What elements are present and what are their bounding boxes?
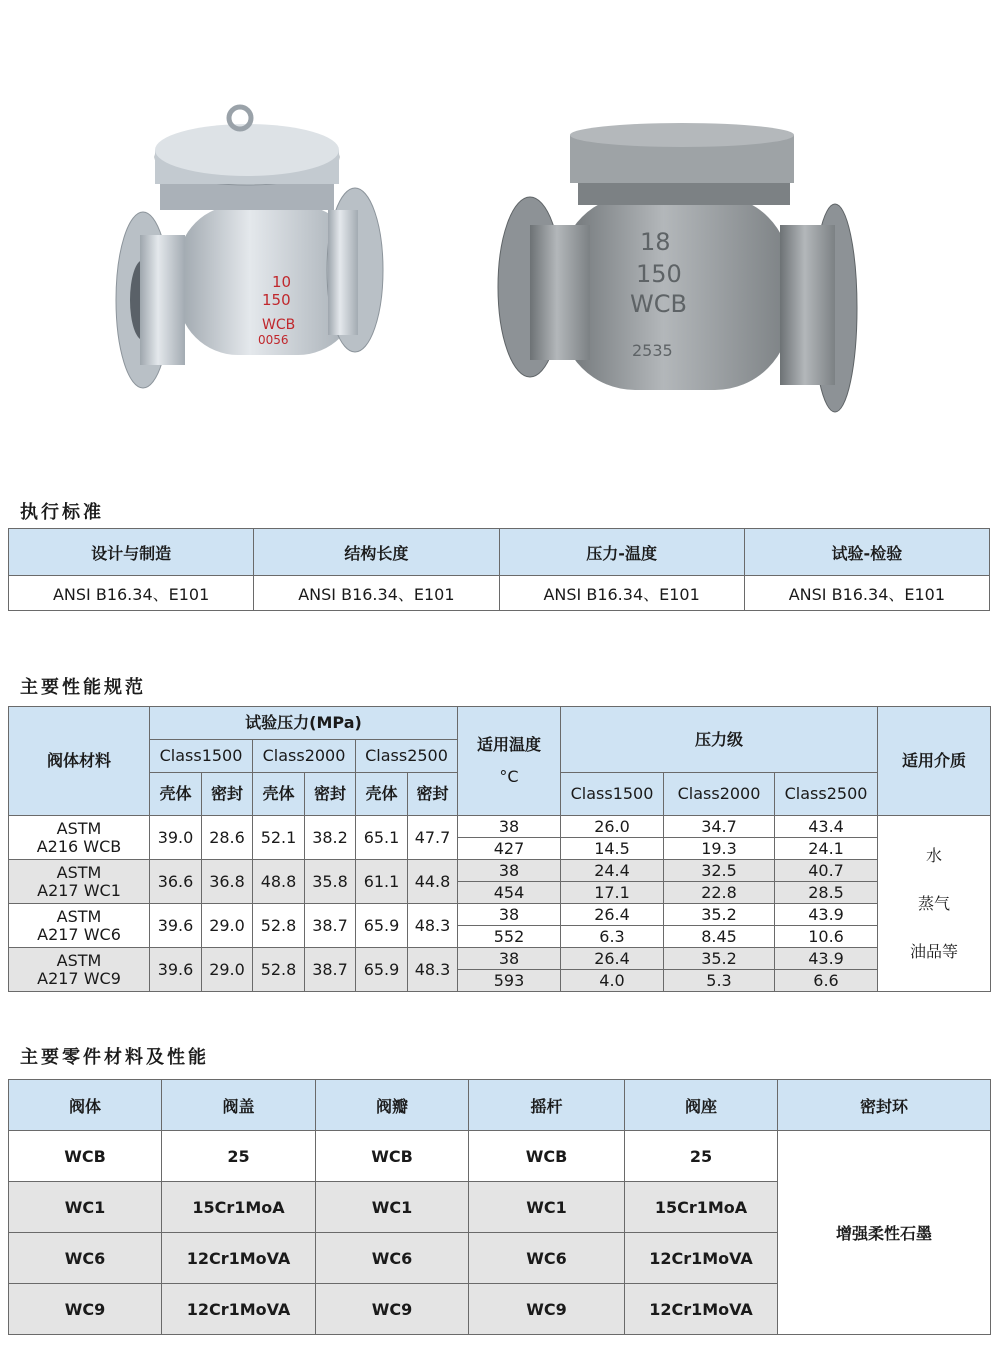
valve-left-mark: WCB xyxy=(262,317,296,333)
class-value: 43.4 xyxy=(775,816,878,838)
test-value: 48.3 xyxy=(408,948,458,992)
shell-label: 壳体 xyxy=(253,773,305,816)
valve-photo-left xyxy=(116,107,383,388)
medium-cell xyxy=(878,816,991,992)
table-cell: 12Cr1MoVA xyxy=(162,1233,316,1284)
header-cell: 密封环 xyxy=(778,1080,991,1131)
material-line: ASTM xyxy=(56,950,102,970)
test-value: 38.7 xyxy=(305,948,356,992)
material-cell xyxy=(9,816,150,860)
table-cell: WC9 xyxy=(9,1284,162,1335)
header-test-pressure: 试验压力(MPa) xyxy=(150,707,458,740)
class-value: 26.4 xyxy=(561,904,664,926)
shell-label: 壳体 xyxy=(356,773,408,816)
temp-value: 454 xyxy=(458,882,561,904)
temp-value: 427 xyxy=(458,838,561,860)
class-value: 14.5 xyxy=(561,838,664,860)
parts-table xyxy=(8,1079,991,1335)
class-label: Class1500 xyxy=(561,773,664,816)
material-line: A217 WC6 xyxy=(37,924,121,944)
table-cell: 15Cr1MoA xyxy=(162,1182,316,1233)
class-value: 26.0 xyxy=(561,816,664,838)
table-cell: 12Cr1MoVA xyxy=(625,1284,778,1335)
test-value: 52.8 xyxy=(253,948,305,992)
valve-right-mark: WCB xyxy=(630,290,687,318)
test-value: 36.6 xyxy=(150,860,202,904)
material-line: A217 WC1 xyxy=(37,880,121,900)
table-cell: ANSI B16.34、E101 xyxy=(9,576,254,611)
test-value: 61.1 xyxy=(356,860,408,904)
test-value: 48.8 xyxy=(253,860,305,904)
class-value: 17.1 xyxy=(561,882,664,904)
test-value: 52.1 xyxy=(253,816,305,860)
seal-label: 密封 xyxy=(408,773,458,816)
test-value: 36.8 xyxy=(202,860,253,904)
table-cell: WCB xyxy=(9,1131,162,1182)
performance-table xyxy=(8,706,991,992)
medium-item: 油品等 xyxy=(910,941,959,961)
header-cell: 阀瓣 xyxy=(316,1080,469,1131)
test-value: 65.9 xyxy=(356,948,408,992)
section-title-parts: 主要零件材料及性能 xyxy=(20,1047,209,1068)
seal-label: 密封 xyxy=(305,773,356,816)
valve-photos xyxy=(0,0,1000,440)
table-cell: WC6 xyxy=(469,1233,625,1284)
seal-ring-cell: 增强柔性石墨 xyxy=(778,1131,991,1335)
table-cell: WC9 xyxy=(469,1284,625,1335)
header-cell: 压力-温度 xyxy=(499,529,744,576)
valve-right-mark: 2535 xyxy=(632,341,673,360)
temp-value: 38 xyxy=(458,904,561,926)
table-cell: WC6 xyxy=(316,1233,469,1284)
material-line: A217 WC9 xyxy=(37,968,121,988)
class-value: 43.9 xyxy=(775,948,878,970)
class-value: 24.4 xyxy=(561,860,664,882)
class-value: 43.9 xyxy=(775,904,878,926)
header-pressure-class: 压力级 xyxy=(561,707,878,773)
valve-right-mark: 150 xyxy=(636,260,682,288)
header-cell: 阀盖 xyxy=(162,1080,316,1131)
temperature-label: 适用温度 xyxy=(476,735,541,754)
header-material: 阀体材料 xyxy=(9,707,150,816)
test-value: 39.0 xyxy=(150,816,202,860)
temp-value: 552 xyxy=(458,926,561,948)
temp-value: 38 xyxy=(458,816,561,838)
test-value: 28.6 xyxy=(202,816,253,860)
material-line: ASTM xyxy=(56,818,102,838)
class-value: 35.2 xyxy=(664,948,775,970)
temp-value: 38 xyxy=(458,948,561,970)
header-cell: 设计与制造 xyxy=(9,529,254,576)
header-medium: 适用介质 xyxy=(878,707,991,816)
class-value: 6.6 xyxy=(775,970,878,992)
table-header-row xyxy=(9,1080,991,1131)
test-value: 65.9 xyxy=(356,904,408,948)
class-value: 40.7 xyxy=(775,860,878,882)
test-value: 29.0 xyxy=(202,904,253,948)
test-value: 39.6 xyxy=(150,904,202,948)
test-value: 48.3 xyxy=(408,904,458,948)
table-cell: WC6 xyxy=(9,1233,162,1284)
header-cell: 阀座 xyxy=(625,1080,778,1131)
header-cell: 摇杆 xyxy=(469,1080,625,1131)
valve-photo-right xyxy=(498,123,857,412)
valve-right-mark: 18 xyxy=(640,228,671,256)
temperature-unit: °C xyxy=(499,767,519,786)
class-value: 24.1 xyxy=(775,838,878,860)
table-cell: WC1 xyxy=(469,1182,625,1233)
valve-left-mark: 0056 xyxy=(258,333,289,347)
class-value: 34.7 xyxy=(664,816,775,838)
class-label: Class2000 xyxy=(253,740,356,773)
table-cell: WC9 xyxy=(316,1284,469,1335)
class-value: 4.0 xyxy=(561,970,664,992)
table-cell: 25 xyxy=(162,1131,316,1182)
class-value: 28.5 xyxy=(775,882,878,904)
valve-left-mark: 150 xyxy=(262,291,291,309)
section-title-standards: 执行标准 xyxy=(20,502,104,523)
header-cell: 阀体 xyxy=(9,1080,162,1131)
material-cell xyxy=(9,904,150,948)
temp-value: 38 xyxy=(458,860,561,882)
table-cell: WC1 xyxy=(9,1182,162,1233)
table-cell: 12Cr1MoVA xyxy=(625,1233,778,1284)
table-cell: ANSI B16.34、E101 xyxy=(499,576,744,611)
test-value: 52.8 xyxy=(253,904,305,948)
test-value: 38.7 xyxy=(305,904,356,948)
temp-value: 593 xyxy=(458,970,561,992)
medium-item: 蒸气 xyxy=(918,893,951,913)
class-value: 8.45 xyxy=(664,926,775,948)
table-cell: WCB xyxy=(469,1131,625,1182)
class-value: 6.3 xyxy=(561,926,664,948)
table-cell: WCB xyxy=(316,1131,469,1182)
table-row xyxy=(9,576,990,611)
test-value: 65.1 xyxy=(356,816,408,860)
class-value: 19.3 xyxy=(664,838,775,860)
header-cell: 结构长度 xyxy=(254,529,499,576)
class-label: Class2500 xyxy=(775,773,878,816)
table-cell: 25 xyxy=(625,1131,778,1182)
shell-label: 壳体 xyxy=(150,773,202,816)
table-cell: ANSI B16.34、E101 xyxy=(744,576,989,611)
test-value: 29.0 xyxy=(202,948,253,992)
class-value: 35.2 xyxy=(664,904,775,926)
class-label: Class2500 xyxy=(356,740,458,773)
table-cell: ANSI B16.34、E101 xyxy=(254,576,499,611)
class-label: Class1500 xyxy=(150,740,253,773)
test-value: 35.8 xyxy=(305,860,356,904)
material-cell xyxy=(9,860,150,904)
table-header-row xyxy=(9,529,990,576)
class-value: 26.4 xyxy=(561,948,664,970)
header-cell: 试验-检验 xyxy=(744,529,989,576)
test-value: 39.6 xyxy=(150,948,202,992)
table-row xyxy=(9,948,991,970)
table-row xyxy=(9,1131,991,1182)
material-line: A216 WCB xyxy=(36,836,122,856)
table-cell: 12Cr1MoVA xyxy=(162,1284,316,1335)
test-value: 47.7 xyxy=(408,816,458,860)
class-value: 32.5 xyxy=(664,860,775,882)
standards-table xyxy=(8,528,990,611)
table-row xyxy=(9,816,991,838)
material-cell xyxy=(9,948,150,992)
material-line: ASTM xyxy=(56,862,102,882)
header-temperature xyxy=(458,707,561,816)
table-cell: 15Cr1MoA xyxy=(625,1182,778,1233)
table-row xyxy=(9,904,991,926)
medium-item: 水 xyxy=(926,845,943,865)
material-line: ASTM xyxy=(56,906,102,926)
seal-label: 密封 xyxy=(202,773,253,816)
class-value: 10.6 xyxy=(775,926,878,948)
class-value: 5.3 xyxy=(664,970,775,992)
table-cell: WC1 xyxy=(316,1182,469,1233)
section-title-performance: 主要性能规范 xyxy=(20,677,146,698)
table-row xyxy=(9,860,991,882)
class-value: 22.8 xyxy=(664,882,775,904)
valve-left-mark: 10 xyxy=(272,273,292,291)
class-label: Class2000 xyxy=(664,773,775,816)
test-value: 38.2 xyxy=(305,816,356,860)
test-value: 44.8 xyxy=(408,860,458,904)
